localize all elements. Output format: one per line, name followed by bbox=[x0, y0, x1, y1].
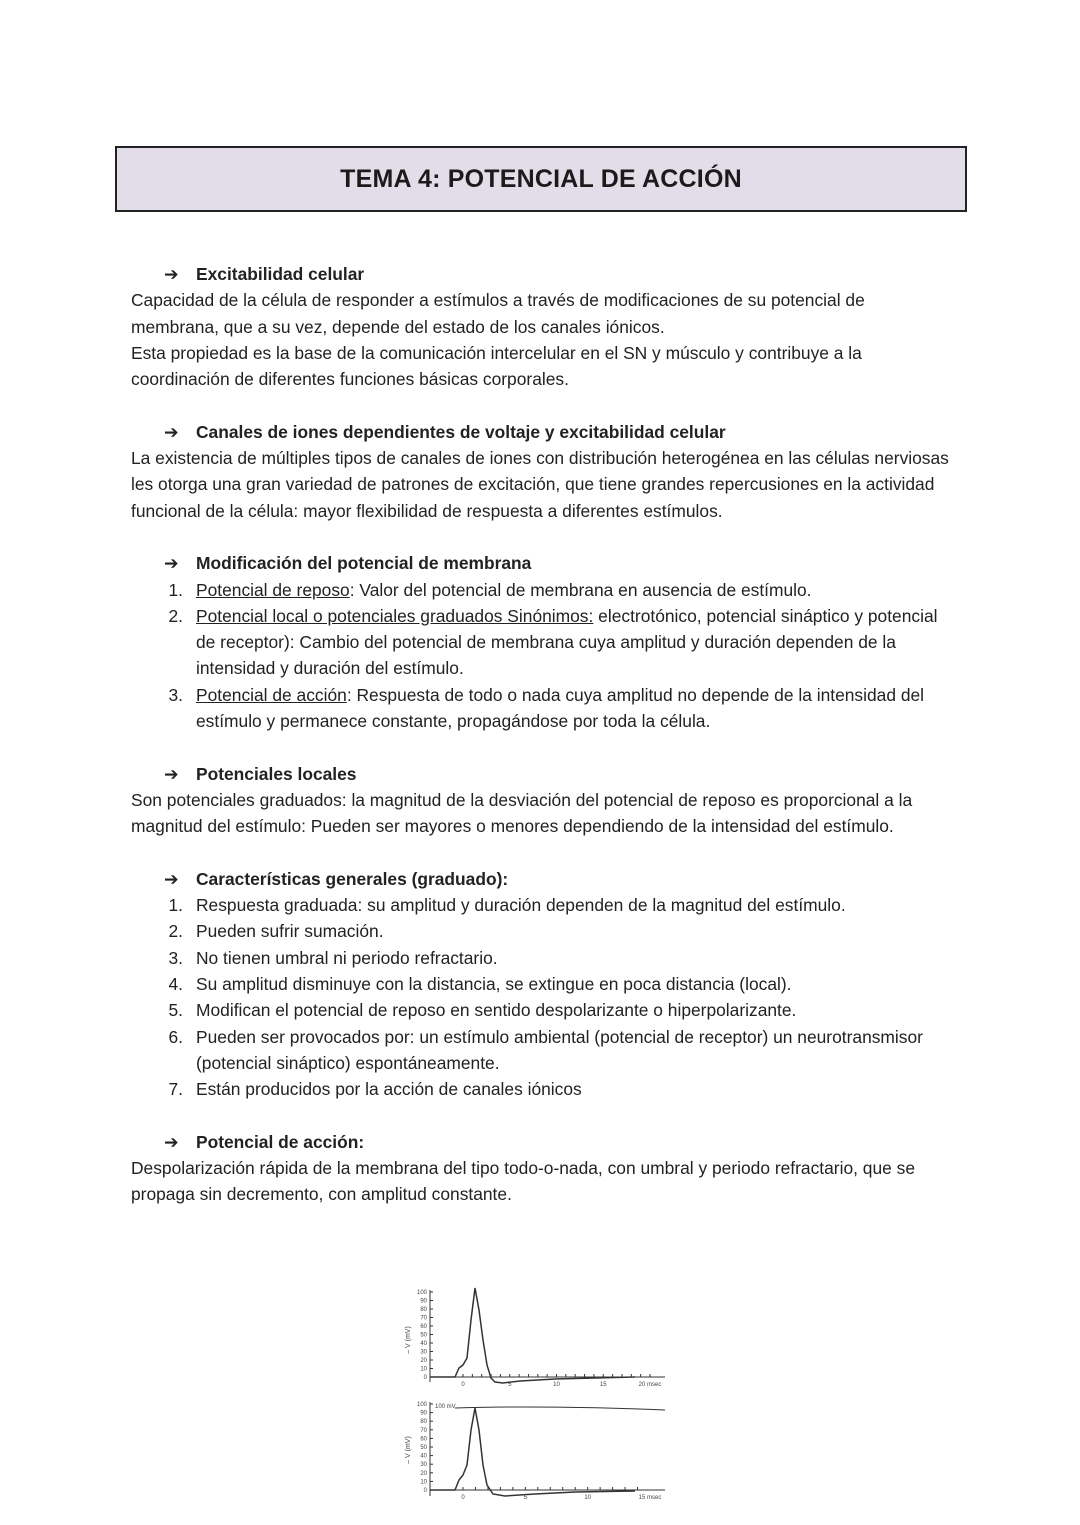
heading-text: Excitabilidad celular bbox=[196, 264, 365, 284]
list-item bbox=[131, 1024, 951, 1077]
numbered-list bbox=[131, 577, 951, 735]
y-tick-label: 10 bbox=[420, 1366, 427, 1373]
x-tick-label: 5 bbox=[523, 1495, 528, 1501]
list-text: : Valor del potencial de membrana en ausencia de estímulo. bbox=[349, 579, 812, 600]
y-tick-label: 80 bbox=[420, 1307, 427, 1313]
list-text: Están producidos por la acción de canales iónicos bbox=[196, 1079, 582, 1100]
y-tick-label: 30 bbox=[420, 1349, 427, 1356]
y-tick-label: 60 bbox=[420, 1436, 427, 1443]
x-tick-label: 10 bbox=[584, 1495, 592, 1501]
list-number: 3. bbox=[168, 684, 183, 705]
y-tick-label: 90 bbox=[420, 1298, 427, 1305]
bottom-plot bbox=[405, 1402, 661, 1501]
list-text: No tienen umbral ni periodo refractario. bbox=[196, 947, 498, 968]
paragraph: Esta propiedad es la base de la comunicación intercelular en el SN y músculo y contribuye a la coordinación de diferentes funciones básicas corporales. bbox=[131, 342, 862, 390]
y-tick-label: 50 bbox=[420, 1332, 427, 1339]
y-tick-label: 30 bbox=[420, 1462, 427, 1469]
list-number: 1. bbox=[168, 579, 183, 600]
arrow-right-icon: ➔ bbox=[164, 1131, 179, 1152]
heading-text: Canales de iones dependientes de voltaje y excitabilidad celular bbox=[196, 421, 726, 442]
heading-text: Modificación del potencial de membrana bbox=[196, 553, 532, 574]
x-tick-label: 15 msec bbox=[638, 1495, 662, 1501]
x-tick-label: 5 bbox=[508, 1382, 512, 1388]
top-ap-trace bbox=[430, 1288, 635, 1383]
title-box bbox=[115, 146, 967, 212]
list-item bbox=[131, 603, 951, 682]
section-heading bbox=[131, 866, 951, 892]
section-heading bbox=[131, 1129, 951, 1155]
list-term: Potencial de acción bbox=[196, 684, 347, 705]
section-heading bbox=[131, 261, 951, 287]
x-tick-labels bbox=[461, 1382, 661, 1388]
x-tick-label: 10 bbox=[553, 1382, 560, 1388]
list-text: electrotónico, potencial sináptico y potencial de receptor): Cambio del potencial de membrana cuya amplitud y duración dependen de la intensidad y duración del estímulo. bbox=[196, 605, 938, 679]
section-heading bbox=[131, 550, 951, 576]
list-text: Modifican el potencial de reposo en sentido despolarizante o hiperpolarizante. bbox=[196, 1000, 797, 1021]
list-number: 1. bbox=[168, 895, 183, 916]
heading-text: Potencial de acción: bbox=[196, 1131, 365, 1152]
list-number: 7. bbox=[168, 1079, 183, 1100]
list-number: 4. bbox=[168, 974, 183, 995]
list-item bbox=[131, 577, 951, 603]
y-tick-label: 60 bbox=[420, 1324, 427, 1330]
paragraph: Son potenciales graduados: la magnitud de la desviación del potencial de reposo es proporcional a la magnitud del estímulo: Pueden ser mayores o menores dependiendo de la intensidad del estímulo. bbox=[131, 789, 913, 837]
x-tick-label: 0 bbox=[461, 1495, 465, 1501]
y-tick-label: 20 bbox=[420, 1470, 427, 1477]
section-locales bbox=[131, 761, 951, 840]
y-tick-label: 90 bbox=[420, 1410, 427, 1417]
y-tick-label: 40 bbox=[420, 1341, 427, 1347]
bottom-ap-trace bbox=[430, 1408, 635, 1496]
x-tick-labels bbox=[461, 1495, 661, 1501]
y-tick-label: 80 bbox=[420, 1419, 427, 1426]
paragraph: La existencia de múltiples tipos de canales de iones con distribución heterogénea en las células nerviosas les otorga una gran variedad de patrones de excitación, que tiene grandes repercusiones en la actividad funcional de la célula: mayor flexibilidad de respuesta a diferentes estímulos. bbox=[131, 448, 949, 521]
list-item bbox=[131, 997, 951, 1023]
list-item bbox=[131, 892, 951, 918]
y-tick-label: 50 bbox=[420, 1445, 427, 1451]
list-item bbox=[131, 945, 951, 971]
y-tick-label: 70 bbox=[420, 1315, 427, 1322]
list-number: 2. bbox=[168, 605, 183, 626]
arrow-right-icon: ➔ bbox=[164, 868, 179, 889]
section-canales bbox=[131, 419, 951, 524]
arrow-right-icon: ➔ bbox=[164, 763, 179, 784]
list-number: 3. bbox=[168, 947, 183, 968]
top-plot bbox=[405, 1290, 661, 1388]
list-number: 5. bbox=[168, 1000, 183, 1021]
y-tick-label: 20 bbox=[420, 1358, 427, 1364]
level-label: 100 mV bbox=[435, 1404, 456, 1410]
x-tick-label: 20 msec bbox=[638, 1382, 662, 1388]
list-number: 2. bbox=[168, 921, 183, 942]
section-heading bbox=[131, 761, 951, 787]
list-item bbox=[131, 971, 951, 997]
section-caracteristicas bbox=[131, 866, 951, 1103]
list-item bbox=[131, 1076, 951, 1102]
arrow-right-icon: ➔ bbox=[164, 553, 179, 574]
y-tick-label: 0 bbox=[423, 1488, 427, 1494]
numbered-list bbox=[131, 892, 951, 1102]
section-modificacion bbox=[131, 550, 951, 734]
y-tick-label: 10 bbox=[420, 1479, 427, 1486]
arrow-right-icon: ➔ bbox=[164, 421, 179, 442]
list-number: 6. bbox=[168, 1026, 183, 1047]
section-excitabilidad bbox=[131, 261, 951, 392]
section-accion bbox=[131, 1129, 951, 1208]
y-tick-label: 0 bbox=[423, 1375, 427, 1381]
arrow-right-icon: ➔ bbox=[164, 264, 179, 284]
y-tick-label: 100 bbox=[416, 1290, 427, 1296]
list-item bbox=[131, 918, 951, 944]
y-tick-labels bbox=[417, 1402, 433, 1494]
list-text: Pueden ser provocados por: un estímulo ambiental (potencial de receptor) un neurotransmisor (potencial sináptico) espontáneamente. bbox=[196, 1026, 923, 1073]
paragraph: Despolarización rápida de la membrana del tipo todo-o-nada, con umbral y periodo refractario, que se propaga sin decremento, con amplitud constante. bbox=[131, 1158, 915, 1205]
list-text: : Respuesta de todo o nada cuya amplitud no depende de la intensidad del estímulo y permanece constante, propagándose por toda la célula. bbox=[196, 684, 925, 732]
x-tick-label: 0 bbox=[461, 1382, 465, 1388]
y-tick-label: 100 bbox=[416, 1402, 427, 1408]
list-text: Pueden sufrir sumación. bbox=[196, 921, 384, 942]
y-axis-label: – V (mV) bbox=[405, 1436, 412, 1464]
x-tick-label: 15 bbox=[599, 1382, 607, 1388]
paragraph: Capacidad de la célula de responder a estímulos a través de modificaciones de su potencial de membrana, que a su vez, depende del estado de los canales iónicos. bbox=[131, 290, 865, 337]
list-term: Potencial de reposo bbox=[196, 579, 350, 600]
heading-text: Características generales (graduado): bbox=[196, 868, 509, 889]
action-potential-figure bbox=[395, 1280, 685, 1510]
section-heading bbox=[131, 419, 951, 445]
heading-text: Potenciales locales bbox=[196, 763, 357, 784]
page-title: TEMA 4: POTENCIAL DE ACCIÓN bbox=[340, 164, 742, 193]
y-tick-label: 70 bbox=[420, 1427, 427, 1434]
y-tick-labels bbox=[417, 1290, 433, 1381]
list-text: Respuesta graduada: su amplitud y duración dependen de la magnitud del estímulo. bbox=[196, 895, 846, 916]
y-tick-label: 40 bbox=[420, 1453, 427, 1460]
y-axis-label: – V (mV) bbox=[405, 1326, 412, 1354]
reference-level-line bbox=[455, 1407, 665, 1410]
list-item bbox=[131, 682, 951, 735]
list-text: Su amplitud disminuye con la distancia, se extingue en poca distancia (local). bbox=[196, 974, 792, 995]
list-term: Potencial local o potenciales graduados Sinónimos: bbox=[196, 605, 594, 626]
content bbox=[131, 261, 951, 1234]
